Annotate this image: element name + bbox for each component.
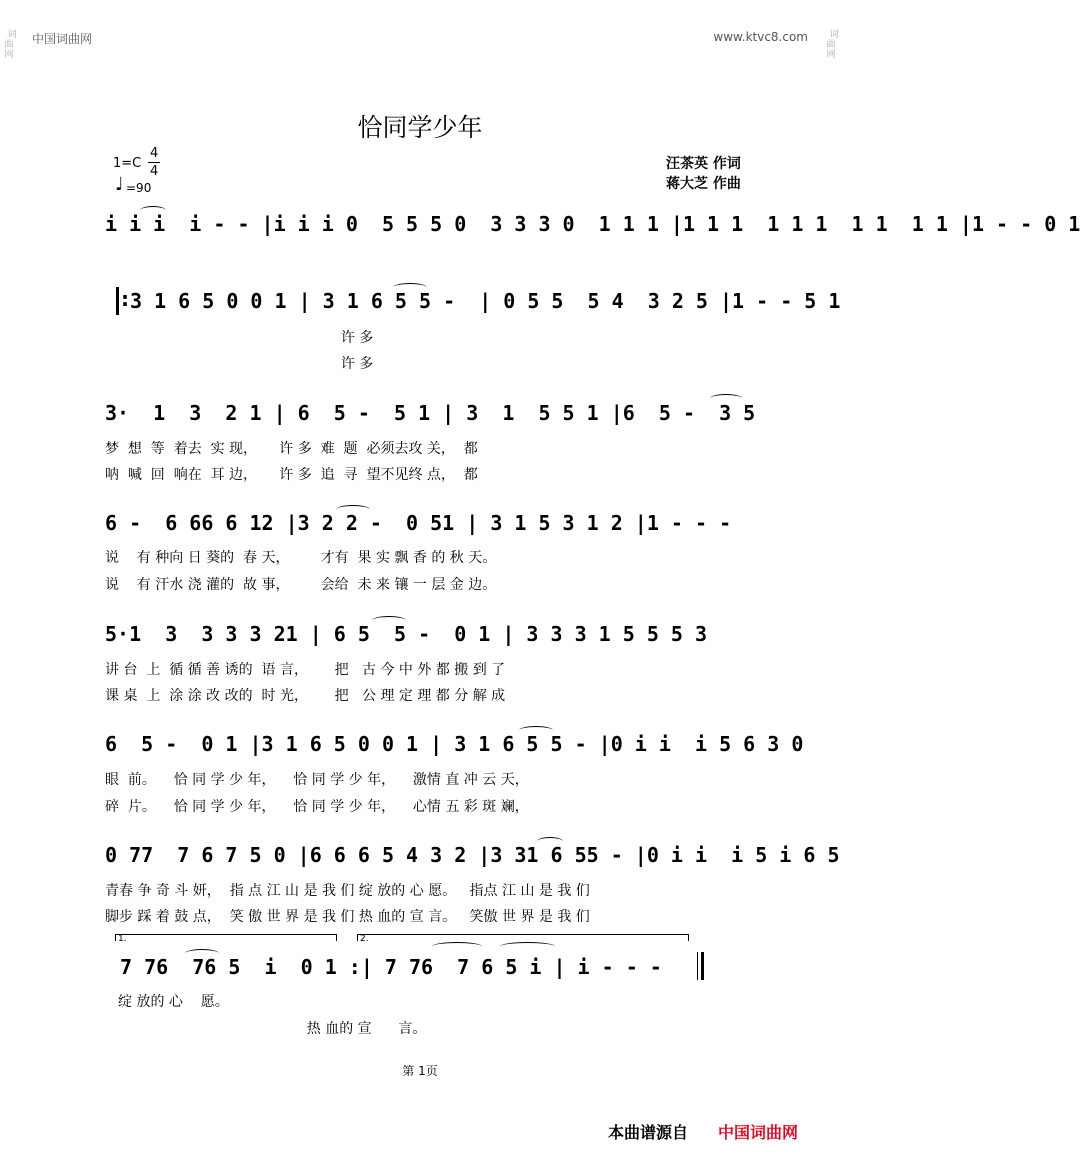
right-watermark	[824, 20, 838, 60]
volta-1-bracket	[115, 934, 337, 944]
tie-arc	[185, 949, 219, 958]
composer-credit: 蒋大芝 作曲	[666, 176, 741, 192]
tie-arc	[336, 505, 370, 514]
lyrics-row-2-verse1: 许 多	[105, 330, 374, 346]
notation-row-5: 5·1 3 3 3 3 21 | 6 5 5 - 0 1 | 3 3 3 1 5 5 5 3	[105, 622, 708, 646]
notation-row-7: 0 77 7 6 7 5 0 |6 6 6 5 4 3 2 |3 31 6 55 - |0 i i i 5 i 6 5	[105, 843, 840, 867]
lyrics-row-8-verse1: 绽 放的 心 愿。	[118, 994, 229, 1010]
tie-arc	[710, 394, 742, 403]
lyrics-row-2-verse2: 许 多	[105, 356, 374, 372]
tie-arc	[537, 837, 563, 846]
notation-row-2: 3 1 6 5 0 0 1 | 3 1 6 5 5 - | 0 5 5 5 4 3 2 5 |1 - - 5 1	[130, 289, 841, 313]
key-signature: 1=C	[113, 156, 142, 171]
site-url-header: www.ktvc8.com	[713, 30, 808, 44]
lyrics-row-4-verse1: 说 有 种向 日 葵的 春 天， 才有 果 实 飘 香 的 秋 天。	[105, 550, 497, 566]
final-barline-thin	[697, 952, 698, 980]
tie-arc	[140, 206, 166, 215]
tie-arc	[432, 942, 482, 951]
volta-1-label: 1.	[118, 934, 127, 944]
quarter-note-icon: ♩	[115, 174, 124, 195]
left-watermark	[2, 20, 16, 60]
notation-row-4: 6 - 6 66 6 12 |3 2 2 - 0 51 | 3 1 5 3 1 2 |1 - - -	[105, 511, 732, 535]
left-watermark-text: 词 曲 网	[4, 30, 17, 60]
repeat-start-barline	[116, 287, 119, 315]
right-watermark-text: 词 曲 网	[826, 30, 839, 60]
tie-arc	[372, 616, 406, 625]
song-title: 恰同学少年	[357, 113, 483, 142]
lyrics-row-5-verse2: 课 桌 上 涂 涂 改 改的 时 光， 把 公 理 定 理 都 分 解 成	[105, 688, 506, 704]
footer-source-label: 本曲谱源自	[608, 1123, 689, 1142]
tie-arc	[519, 726, 553, 735]
notation-row-6: 6 5 - 0 1 |3 1 6 5 0 0 1 | 3 1 6 5 5 - |0 i i i 5 6 3 0	[105, 732, 804, 756]
lyrics-row-4-verse2: 说 有 汗水 浇 灌的 故 事， 会给 未 来 镶 一 层 金 边。	[105, 577, 497, 593]
final-barline-thick	[701, 952, 704, 980]
footer-source-site[interactable]: 中国词曲网	[718, 1123, 799, 1142]
lyrics-row-7-verse1: 青春 争 奇 斗 妍， 指 点 江 山 是 我 们 绽 放的 心 愿。 指点 江 山 是 我 们	[105, 883, 590, 899]
lyrics-row-7-verse2: 脚步 踩 着 鼓 点， 笑 傲 世 界 是 我 们 热 血的 宣 言。 笑傲 世 界 是 我 们	[105, 909, 590, 925]
lyrics-row-5-verse1: 讲 台 上 循 循 善 诱的 语 言， 把 古 今 中 外 都 搬 到 了	[105, 662, 506, 678]
lyrics-row-6-verse2: 碎 片。 恰 同 学 少 年， 恰 同 学 少 年， 心情 五 彩 斑 斓，	[105, 799, 529, 815]
tie-arc	[393, 283, 427, 292]
lyrics-row-3-verse1: 梦 想 等 着去 实 现， 许 多 难 题 必须去攻 关， 都	[105, 441, 478, 457]
tie-arc	[500, 942, 555, 951]
volta-2-bracket	[357, 934, 689, 944]
tempo: =90	[126, 181, 152, 195]
notation-row-1: i i i i - - |i i i 0 5 5 5 0 3 3 3 0 1 1 1 |1 1 1 1 1 1 1 1 1 1 |1 - - 0 1	[105, 212, 1080, 236]
lyrics-row-6-verse1: 眼 前。 恰 同 学 少 年， 恰 同 学 少 年， 激情 直 冲 云 天，	[105, 772, 529, 788]
volta-2-label: 2.	[360, 934, 369, 944]
repeat-start-dots: :	[121, 287, 129, 311]
site-name-header: 中国词曲网	[32, 32, 93, 46]
notation-row-8: 7 76 76 5 i 0 1 :| 7 76 7 6 5 i | i - - -	[120, 955, 662, 979]
lyrics-row-3-verse2: 呐 喊 回 响在 耳 边， 许 多 追 寻 望不见终 点， 都	[105, 467, 478, 483]
page-number: 第 1页	[402, 1064, 438, 1078]
time-signature-top: 4	[150, 146, 159, 161]
lyricist-credit: 汪茶英 作词	[666, 156, 741, 172]
notation-row-3: 3· 1 3 2 1 | 6 5 - 5 1 | 3 1 5 5 1 |6 5 - 3 5	[105, 401, 756, 425]
time-signature-bottom: 4	[150, 164, 159, 179]
lyrics-row-8-verse2: 热 血的 宣 言。	[240, 1021, 427, 1037]
time-signature-line	[148, 162, 160, 163]
